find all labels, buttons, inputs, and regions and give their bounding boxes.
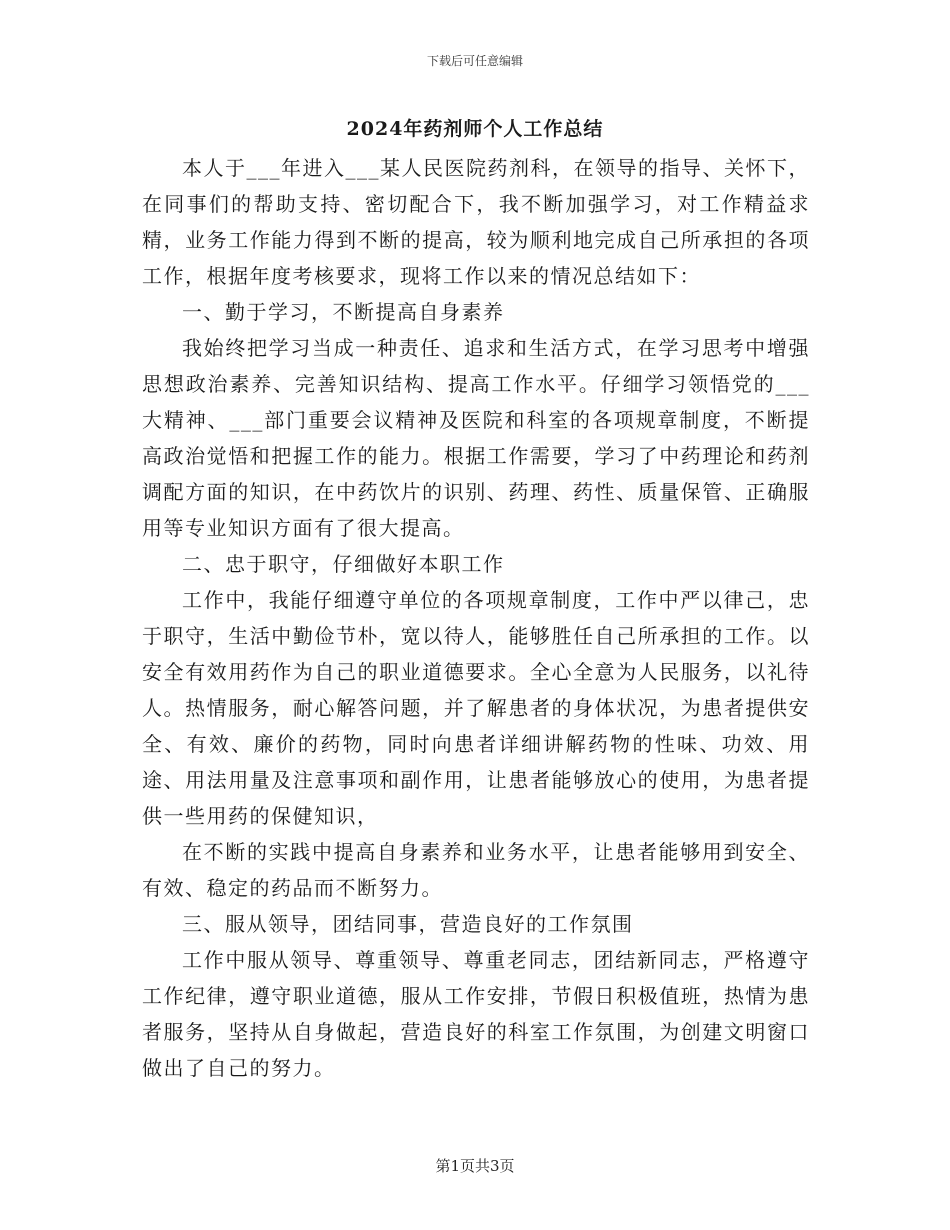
section-2-paragraph-2: 在不断的实践中提高自身素养和业务水平，让患者能够用到安全、有效、稳定的药品而不断努力。 (142, 840, 810, 900)
section-3-paragraph: 工作中服从领导、尊重领导、尊重老同志，团结新同志，严格遵守工作纪律，遵守职业道德，服从工作安排，节假日积极值班，热情为患者服务，坚持从自身做起，营造良好的科室工作氛围，为创建文明窗口做出了自己的努力。 (142, 948, 810, 1080)
section-1-paragraph: 我始终把学习当成一种责任、追求和生活方式，在学习思考中增强思想政治素养、完善知识结构、提高工作水平。仔细学习领悟党的___大精神、___部门重要会议精神及医院和科室的各项规章制度，不断提高政治觉悟和把握工作的能力。根据工作需要，学习了中药理论和药剂调配方面的知识，在中药饮片的识别、药理、药性、质量保管、正确服用等专业知识方面有了很大提高。 (142, 336, 810, 540)
section-heading-2: 二、忠于职守，仔细做好本职工作 (182, 552, 505, 576)
section-2-paragraph: 工作中，我能仔细遵守单位的各项规章制度，工作中严以律己，忠于职守，生活中勤俭节朴，宽以待人，能够胜任自己所承担的工作。以安全有效用药作为自己的职业道德要求。全心全意为人民服务，以礼待人。热情服务，耐心解答问题，并了解患者的身体状况，为患者提供安全、有效、廉价的药物，同时向患者详细讲解药物的性味、功效、用途、用法用量及注意事项和副作用，让患者能够放心的使用，为患者提供一些用药的保健知识， (142, 588, 810, 828)
document-body (142, 150, 810, 1086)
intro-paragraph: 本人于___年进入___某人民医院药剂科，在领导的指导、关怀下，在同事们的帮助支持、密切配合下，我不断加强学习，对工作精益求精，业务工作能力得到不断的提高，较为顺利地完成自己所承担的各项工作，根据年度考核要求，现将工作以来的情况总结如下： (142, 156, 810, 288)
section-heading-3: 三、服从领导，团结同事，营造良好的工作氛围 (182, 912, 634, 936)
page-header-note: 下载后可任意编辑 (426, 54, 523, 68)
document-title: 2024年药剂师个人工作总结 (346, 118, 604, 140)
section-heading-1: 一、勤于学习，不断提高自身素养 (182, 300, 505, 324)
page-number: 第1页共3页 (435, 1157, 515, 1175)
